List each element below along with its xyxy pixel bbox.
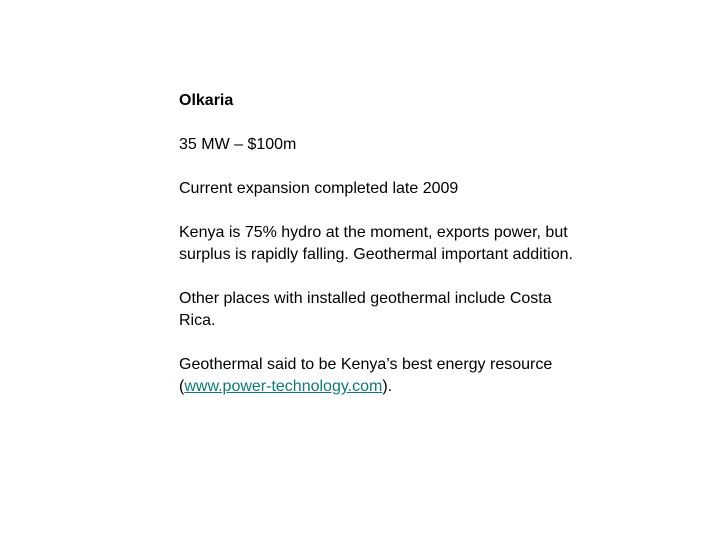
resource-paragraph xyxy=(179,354,579,398)
power-technology-link[interactable]: www.power-technology.com xyxy=(184,378,383,395)
resource-prefix: Geothermal said to be Kenya’s best energy resource ( xyxy=(179,356,553,395)
capacity-line: 35 MW – $100m xyxy=(179,136,297,153)
resource-suffix: ). xyxy=(382,378,393,395)
expansion-line: Current expansion completed late 2009 xyxy=(179,180,459,197)
other-places-paragraph: Other places with installed geothermal include Costa Rica. xyxy=(179,290,552,329)
notes-text-block xyxy=(179,90,579,420)
kenya-hydro-paragraph: Kenya is 75% hydro at the moment, exports power, but surplus is rapidly falling. Geothermal important addition. xyxy=(179,224,573,263)
notes-title: Olkaria xyxy=(179,92,234,109)
